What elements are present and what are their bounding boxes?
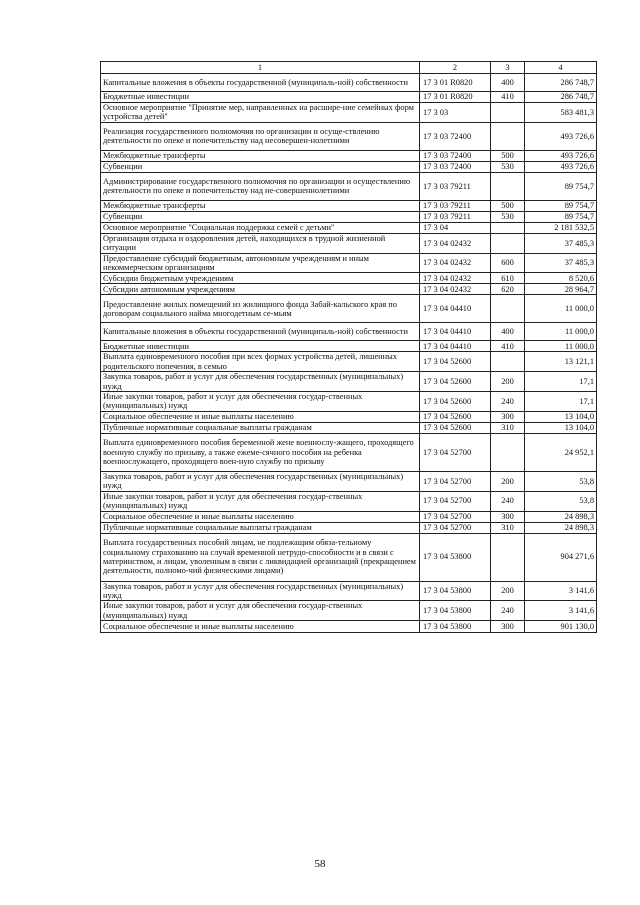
row-vr: 200 — [491, 581, 525, 601]
row-name: Предоставление субсидий бюджетным, автономным учреждениям и иным некоммерческим организациям — [101, 253, 420, 273]
table-row — [101, 273, 597, 284]
row-sum: 37 485,3 — [525, 233, 597, 253]
row-name: Межбюджетные трансферты — [101, 150, 420, 161]
row-code: 17 3 04 52700 — [420, 522, 491, 533]
row-name: Социальное обеспечение и иные выплаты населению — [101, 511, 420, 522]
row-sum: 89 754,7 — [525, 172, 597, 200]
table-row — [101, 211, 597, 222]
row-sum: 2 181 532,5 — [525, 222, 597, 233]
header-col-1: 1 — [101, 62, 420, 74]
row-sum: 13 104,0 — [525, 422, 597, 433]
row-vr: 200 — [491, 372, 525, 392]
row-vr: 410 — [491, 341, 525, 352]
page-number: 58 — [314, 858, 326, 870]
row-vr: 530 — [491, 161, 525, 172]
table-row — [101, 352, 597, 372]
row-name: Иные закупки товаров, работ и услуг для обеспечения государ-ственных (муниципальных) нужд — [101, 392, 420, 412]
table-row — [101, 471, 597, 491]
row-code: 17 3 01 R0820 — [420, 92, 491, 103]
row-sum: 17,1 — [525, 392, 597, 412]
row-name: Социальное обеспечение и иные выплаты населению — [101, 411, 420, 422]
table-row — [101, 533, 597, 581]
table-row — [101, 74, 597, 92]
table-row — [101, 103, 597, 123]
row-sum: 11 000,0 — [525, 295, 597, 323]
row-name: Администрирование государственного полномочия по организации и осуществлению деятельности по опеке и попечительству над не-совершеннолетними — [101, 172, 420, 200]
row-code: 17 3 04 52700 — [420, 471, 491, 491]
row-vr: 200 — [491, 471, 525, 491]
row-name: Субсидии бюджетным учреждениям — [101, 273, 420, 284]
table-row — [101, 392, 597, 412]
row-name: Закупка товаров, работ и услуг для обеспечения государственных (муниципальных) нужд — [101, 372, 420, 392]
row-code: 17 3 04 04410 — [420, 341, 491, 352]
table-row — [101, 621, 597, 633]
row-vr: 620 — [491, 284, 525, 295]
row-name: Бюджетные инвестиции — [101, 341, 420, 352]
row-code: 17 3 04 02432 — [420, 284, 491, 295]
header-col-4: 4 — [525, 62, 597, 74]
row-sum: 37 485,3 — [525, 253, 597, 273]
row-vr: 240 — [491, 601, 525, 621]
row-vr: 500 — [491, 200, 525, 211]
table-row — [101, 433, 597, 471]
row-name: Бюджетные инвестиции — [101, 92, 420, 103]
row-vr: 300 — [491, 511, 525, 522]
row-vr — [491, 103, 525, 123]
row-vr — [491, 233, 525, 253]
row-sum: 53,8 — [525, 491, 597, 511]
row-name: Иные закупки товаров, работ и услуг для обеспечения государ-ственных (муниципальных) нужд — [101, 491, 420, 511]
row-sum: 24 898,3 — [525, 511, 597, 522]
table-row — [101, 511, 597, 522]
row-code: 17 3 04 52700 — [420, 433, 491, 471]
row-code: 17 3 04 52700 — [420, 511, 491, 522]
row-sum: 493 726,6 — [525, 122, 597, 150]
table-row — [101, 233, 597, 253]
row-vr — [491, 352, 525, 372]
row-code: 17 3 03 72400 — [420, 161, 491, 172]
table-row — [101, 411, 597, 422]
row-code: 17 3 04 02432 — [420, 273, 491, 284]
row-name: Капитальные вложения в объекты государственной (муниципаль-ной) собственности — [101, 323, 420, 341]
table-row — [101, 422, 597, 433]
row-name: Выплата единовременного пособия при всех формах устройства детей, лишенных родительского попечения, в семью — [101, 352, 420, 372]
header-col-2: 2 — [420, 62, 491, 74]
row-name: Социальное обеспечение и иные выплаты населению — [101, 621, 420, 633]
row-code: 17 3 04 53800 — [420, 533, 491, 581]
row-vr: 400 — [491, 323, 525, 341]
row-code: 17 3 04 52600 — [420, 372, 491, 392]
row-vr — [491, 533, 525, 581]
table-row — [101, 323, 597, 341]
row-vr: 500 — [491, 150, 525, 161]
table-row — [101, 581, 597, 601]
row-vr: 610 — [491, 273, 525, 284]
row-code: 17 3 04 02432 — [420, 233, 491, 253]
row-sum: 89 754,7 — [525, 211, 597, 222]
row-name: Субвенции — [101, 161, 420, 172]
row-vr — [491, 122, 525, 150]
row-vr: 240 — [491, 491, 525, 511]
row-code: 17 3 03 79211 — [420, 200, 491, 211]
row-code: 17 3 01 R0820 — [420, 74, 491, 92]
header-col-3: 3 — [491, 62, 525, 74]
row-code: 17 3 04 52600 — [420, 422, 491, 433]
row-sum: 89 754,7 — [525, 200, 597, 211]
row-name: Выплата единовременного пособия беременной жене военнослу-жащего, проходящего военную службу по призыву, а также ежеме-сячного пособия на ребенка военнослужащего, проходящего воен-ную службу по призыву — [101, 433, 420, 471]
table-row — [101, 150, 597, 161]
row-sum: 3 141,6 — [525, 581, 597, 601]
row-sum: 11 000,0 — [525, 341, 597, 352]
row-code: 17 3 04 52600 — [420, 392, 491, 412]
table-header-row — [101, 62, 597, 74]
row-vr: 300 — [491, 621, 525, 633]
row-name: Организация отдыха и оздоровления детей, находящихся в трудной жизненной ситуации — [101, 233, 420, 253]
row-vr: 240 — [491, 392, 525, 412]
row-code: 17 3 04 53800 — [420, 621, 491, 633]
row-sum: 28 964,7 — [525, 284, 597, 295]
row-code: 17 3 04 04410 — [420, 323, 491, 341]
row-vr — [491, 172, 525, 200]
row-sum: 286 748,7 — [525, 92, 597, 103]
row-sum: 53,8 — [525, 471, 597, 491]
row-sum: 493 726,6 — [525, 150, 597, 161]
table-body — [101, 74, 597, 633]
row-name: Публичные нормативные социальные выплаты гражданам — [101, 522, 420, 533]
budget-table-sheet — [100, 61, 596, 633]
table-row — [101, 200, 597, 211]
table-row — [101, 341, 597, 352]
row-name: Основное мероприятие "Принятие мер, направленных на расшире-ние семейных форм устройства детей" — [101, 103, 420, 123]
row-name: Капитальные вложения в объекты государственной (муниципаль-ной) собственности — [101, 74, 420, 92]
row-sum: 24 898,3 — [525, 522, 597, 533]
row-code: 17 3 04 52600 — [420, 352, 491, 372]
row-sum: 583 481,3 — [525, 103, 597, 123]
row-name: Закупка товаров, работ и услуг для обеспечения государственных (муниципальных) нужд — [101, 471, 420, 491]
table-row — [101, 372, 597, 392]
row-name: Субвенции — [101, 211, 420, 222]
row-code: 17 3 03 79211 — [420, 172, 491, 200]
row-sum: 286 748,7 — [525, 74, 597, 92]
table-row — [101, 491, 597, 511]
row-name: Предоставление жилых помещений из жилищного фонда Забай-кальского края по договорам социального найма многодетным се-мьям — [101, 295, 420, 323]
row-sum: 17,1 — [525, 372, 597, 392]
row-code: 17 3 04 53800 — [420, 581, 491, 601]
row-vr: 600 — [491, 253, 525, 273]
row-code: 17 3 04 53800 — [420, 601, 491, 621]
table-row — [101, 295, 597, 323]
row-code: 17 3 04 02432 — [420, 253, 491, 273]
row-code: 17 3 04 — [420, 222, 491, 233]
row-sum: 24 952,1 — [525, 433, 597, 471]
row-vr: 300 — [491, 411, 525, 422]
budget-table — [100, 61, 597, 633]
row-name: Публичные нормативные социальные выплаты гражданам — [101, 422, 420, 433]
table-row — [101, 172, 597, 200]
row-name: Субсидии автономным учреждениям — [101, 284, 420, 295]
row-vr: 400 — [491, 74, 525, 92]
table-row — [101, 222, 597, 233]
row-code: 17 3 03 72400 — [420, 150, 491, 161]
row-code: 17 3 04 04410 — [420, 295, 491, 323]
row-sum: 8 520,6 — [525, 273, 597, 284]
table-row — [101, 161, 597, 172]
row-vr: 530 — [491, 211, 525, 222]
row-vr: 310 — [491, 422, 525, 433]
row-vr: 310 — [491, 522, 525, 533]
row-name: Закупка товаров, работ и услуг для обеспечения государственных (муниципальных) нужд — [101, 581, 420, 601]
row-code: 17 3 03 79211 — [420, 211, 491, 222]
row-vr: 410 — [491, 92, 525, 103]
row-sum: 493 726,6 — [525, 161, 597, 172]
table-row — [101, 92, 597, 103]
table-row — [101, 253, 597, 273]
row-name: Основное мероприятие "Социальная поддержка семей с детьми" — [101, 222, 420, 233]
table-row — [101, 522, 597, 533]
table-row — [101, 122, 597, 150]
row-name: Реализация государственного полномочия по организации и осуще-ствлению деятельности по опеке и попечительству над несовершен-нолетними — [101, 122, 420, 150]
row-name: Иные закупки товаров, работ и услуг для обеспечения государ-ственных (муниципальных) нужд — [101, 601, 420, 621]
row-vr — [491, 295, 525, 323]
row-name: Выплата государственных пособий лицам, не подлежащим обяза-тельному социальному страхованию на случай временной нетрудо-способности и в связи с материнством, и лицам, уволенным в связи с ликвидацией организаций (прекращением деятельности, полномо-чий физическими лицами) — [101, 533, 420, 581]
table-row — [101, 284, 597, 295]
row-sum: 904 271,6 — [525, 533, 597, 581]
row-sum: 3 141,6 — [525, 601, 597, 621]
table-row — [101, 601, 597, 621]
row-sum: 11 000,0 — [525, 323, 597, 341]
row-sum: 901 130,0 — [525, 621, 597, 633]
row-vr — [491, 433, 525, 471]
row-sum: 13 104,0 — [525, 411, 597, 422]
row-code: 17 3 03 — [420, 103, 491, 123]
row-name: Межбюджетные трансферты — [101, 200, 420, 211]
row-code: 17 3 04 52700 — [420, 491, 491, 511]
row-code: 17 3 04 52600 — [420, 411, 491, 422]
row-sum: 13 121,1 — [525, 352, 597, 372]
row-vr — [491, 222, 525, 233]
row-code: 17 3 03 72400 — [420, 122, 491, 150]
